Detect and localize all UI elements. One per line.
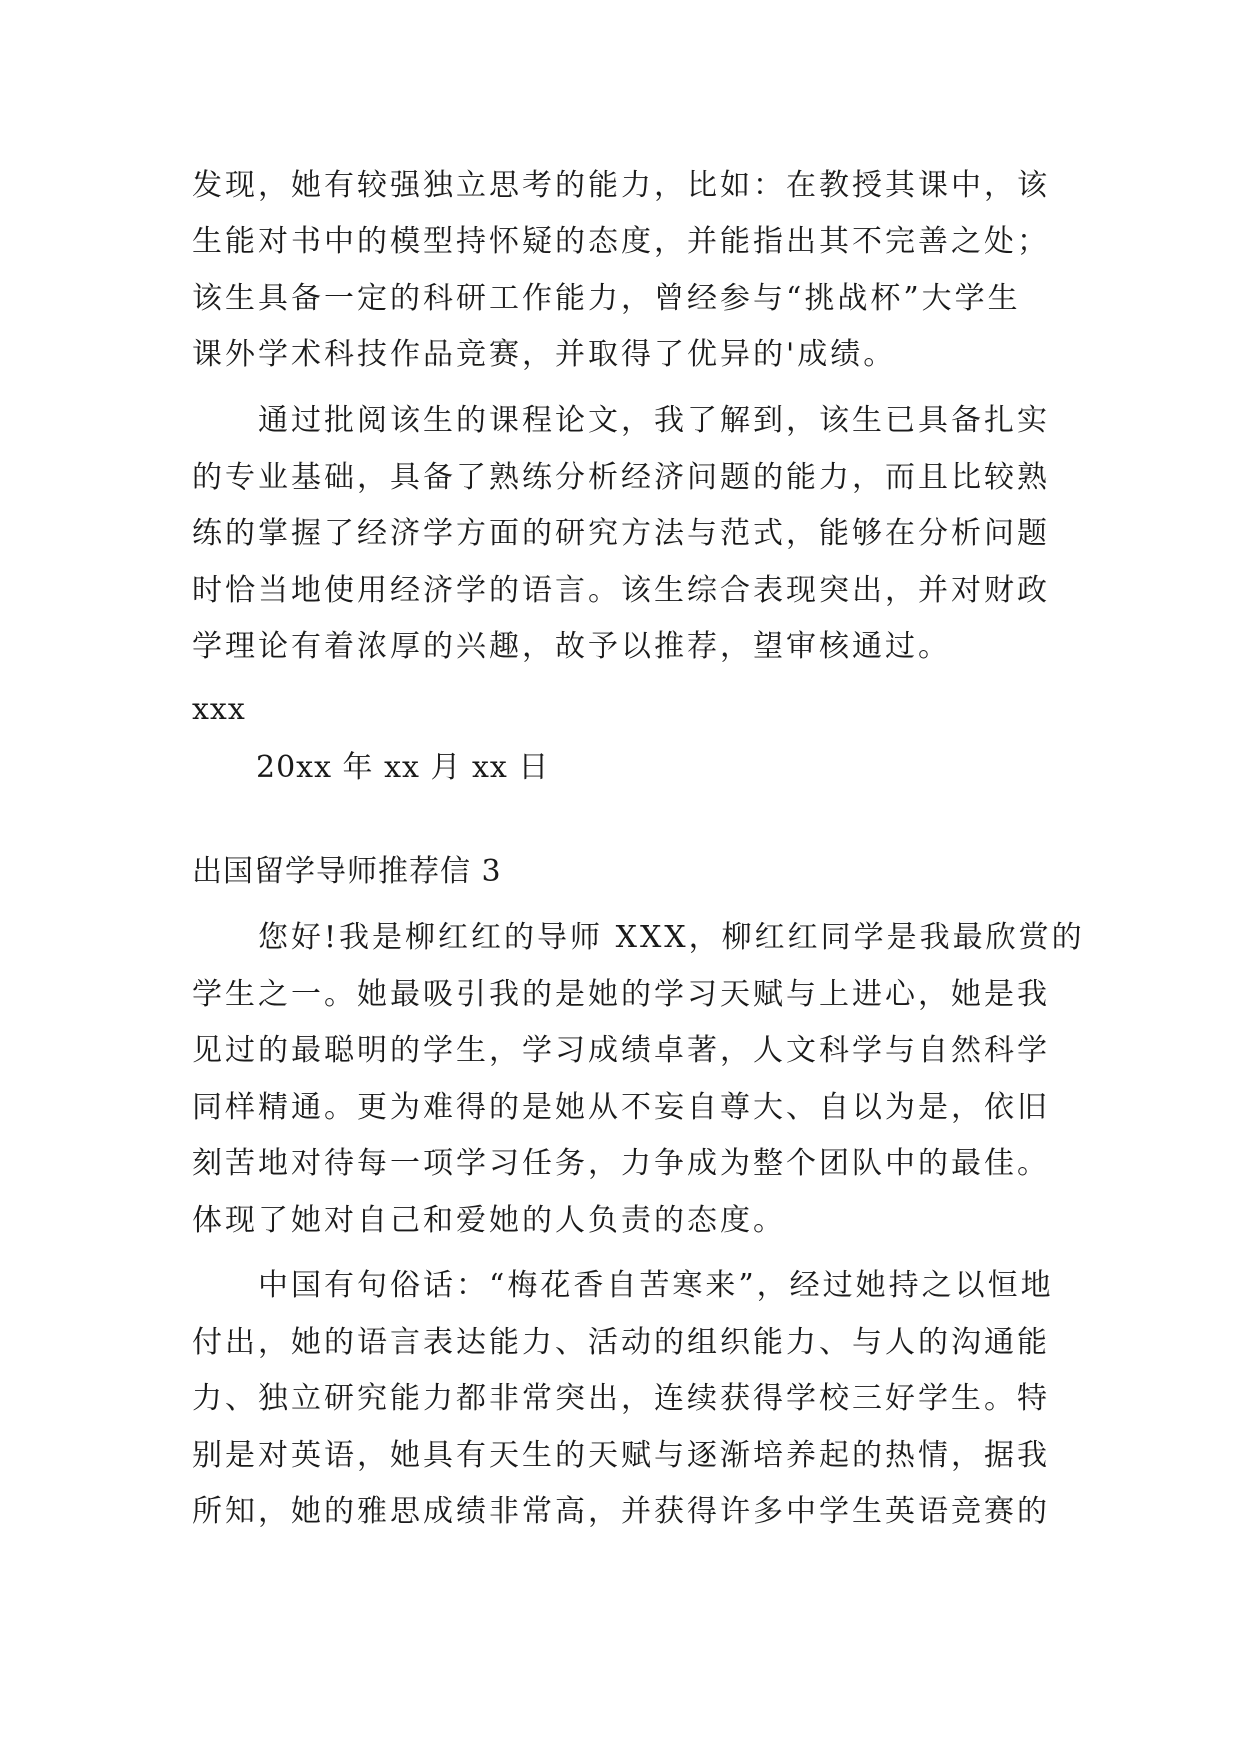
paragraph-line: 别是对英语，她具有天生的天赋与逐渐培养起的热情，据我 <box>192 1438 1050 1473</box>
signature: xxx <box>192 692 246 727</box>
paragraph-line: 中国有句俗话：“梅花香自苦寒来”，经过她持之以恒地 <box>258 1268 1054 1303</box>
paragraph-line: 发现，她有较强独立思考的能力，比如：在教授其课中，该 <box>192 168 1050 203</box>
paragraph-line: 时恰当地使用经济学的语言。该生综合表现突出，并对财政 <box>192 573 1050 608</box>
paragraph-line: 课外学术科技作品竞赛，并取得了优异的'成绩。 <box>192 337 897 372</box>
date-line: 20xx 年 xx 月 xx 日 <box>256 750 550 785</box>
paragraph-line: 所知，她的雅思成绩非常高，并获得许多中学生英语竞赛的 <box>192 1494 1050 1529</box>
paragraph-line: 您好!我是柳红红的导师 XXX，柳红红同学是我最欣赏的 <box>258 920 1085 955</box>
section-heading: 出国留学导师推荐信 3 <box>192 854 502 889</box>
paragraph-line: 见过的最聪明的学生，学习成绩卓著，人文科学与自然科学 <box>192 1033 1050 1068</box>
paragraph-line: 通过批阅该生的课程论文，我了解到，该生已具备扎实 <box>258 403 1050 438</box>
paragraph-line: 力、独立研究能力都非常突出，连续获得学校三好学生。特 <box>192 1381 1050 1416</box>
paragraph-line: 刻苦地对待每一项学习任务，力争成为整个团队中的最佳。 <box>192 1146 1050 1181</box>
paragraph-line: 付出，她的语言表达能力、活动的组织能力、与人的沟通能 <box>192 1325 1050 1360</box>
paragraph-line: 体现了她对自己和爱她的人负责的态度。 <box>192 1203 786 1238</box>
paragraph-line: 同样精通。更为难得的是她从不妄自尊大、自以为是，依旧 <box>192 1090 1050 1125</box>
paragraph-line: 的专业基础，具备了熟练分析经济问题的能力，而且比较熟 <box>192 460 1050 495</box>
paragraph-line: 生能对书中的模型持怀疑的态度，并能指出其不完善之处； <box>192 224 1050 259</box>
paragraph-line: 学理论有着浓厚的兴趣，故予以推荐，望审核通过。 <box>192 629 951 664</box>
paragraph-line: 练的掌握了经济学方面的研究方法与范式，能够在分析问题 <box>192 516 1050 551</box>
paragraph-line: 该生具备一定的科研工作能力，曾经参与“挑战杯”大学生 <box>192 281 1021 316</box>
paragraph-line: 学生之一。她最吸引我的是她的学习天赋与上进心，她是我 <box>192 977 1050 1012</box>
